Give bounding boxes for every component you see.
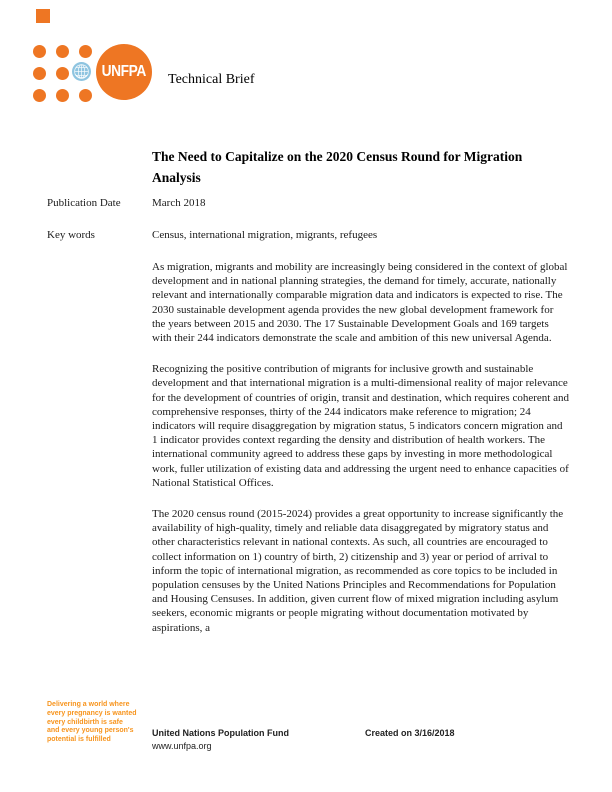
logo-dot — [79, 45, 92, 58]
footer-created-date: Created on 3/16/2018 — [365, 728, 455, 738]
body-text — [152, 260, 569, 652]
logo-dot — [56, 89, 69, 102]
un-emblem-icon — [70, 60, 92, 82]
logo-dot — [79, 89, 92, 102]
doc-type-label: Technical Brief — [168, 72, 255, 87]
page-title: The Need to Capitalize on the 2020 Census Round for Migration Analysis — [152, 149, 523, 185]
logo-dot — [33, 67, 46, 80]
tagline-line: and every young person's — [47, 727, 134, 735]
tagline-line: Delivering a world where — [47, 701, 130, 708]
tagline-line: every pregnancy is wanted — [47, 709, 137, 717]
logo-dot — [33, 45, 46, 58]
keywords-label: Key words — [47, 229, 95, 241]
unfpa-tagline — [47, 701, 157, 745]
logo-dot — [33, 89, 46, 102]
publication-date-label: Publication Date — [47, 197, 121, 209]
tagline-line: potential is fulfilled — [47, 736, 111, 744]
unfpa-logo-circle — [96, 44, 152, 100]
keywords-value: Census, international migration, migrants, refugees — [152, 229, 378, 241]
corner-orange-square — [36, 9, 50, 23]
logo-dot — [56, 67, 69, 80]
paragraph-2: Recognizing the positive contribution of migrants for inclusive growth and sustainable development and that international migration is a multi-dimensional reality of major relevance for the development of countries of origin, transit and destination, which requires coherent and comprehensive responses, thirty of the 244 indicators make reference to migration; 24 indicators will require disaggregation by migration status, 5 indicators concern migration and 1 indicator provides context regarding the density and distribution of health workers. The international community agreed to address these gaps by investing in more methodological work, fuller utilization of existing data and addressing the urgent need to enhance capacities of National Statistical Offices. — [152, 363, 569, 489]
tagline-line: every childbirth is safe — [47, 718, 123, 726]
logo-dot — [56, 45, 69, 58]
paragraph-1: As migration, migrants and mobility are increasingly being considered in the context of global development and in national planning strategies, the demand for timely, accurate, nationally relevant and internationally comparable migration data and indicators is expected to rise. The 2030 sustainable development agenda provides the new global development framework for the years between 2015 and 2030. The 17 Sustainable Development Goals and 169 targets with their 244 indicators demonstrate the scale and ambition of this new universal Agenda. — [152, 261, 568, 345]
paragraph-3: The 2020 census round (2015-2024) provides a great opportunity to increase significantly the availability of high-quality, timely and reliable data disaggregated by migratory status and other characteristics relevant in national contexts. As such, all countries are encouraged to collect information on 1) country of birth, 2) citizenship and 3) year or period of arrival to inform the topic of international migration, as recommended as core topics to be included in population censuses by the United Nations Principles and Recommendations for Population and Housing Censuses. In addition, given current flow of mixed migration including asylum seekers, economic migrants or people migrating without documentation motivated by aspirations, a — [152, 508, 564, 634]
publication-date-value: March 2018 — [152, 197, 206, 209]
footer-website-link[interactable]: www.unfpa.org — [152, 741, 212, 751]
unfpa-logo-text: UNFPA — [101, 63, 147, 80]
footer-org-name: United Nations Population Fund — [152, 728, 289, 738]
